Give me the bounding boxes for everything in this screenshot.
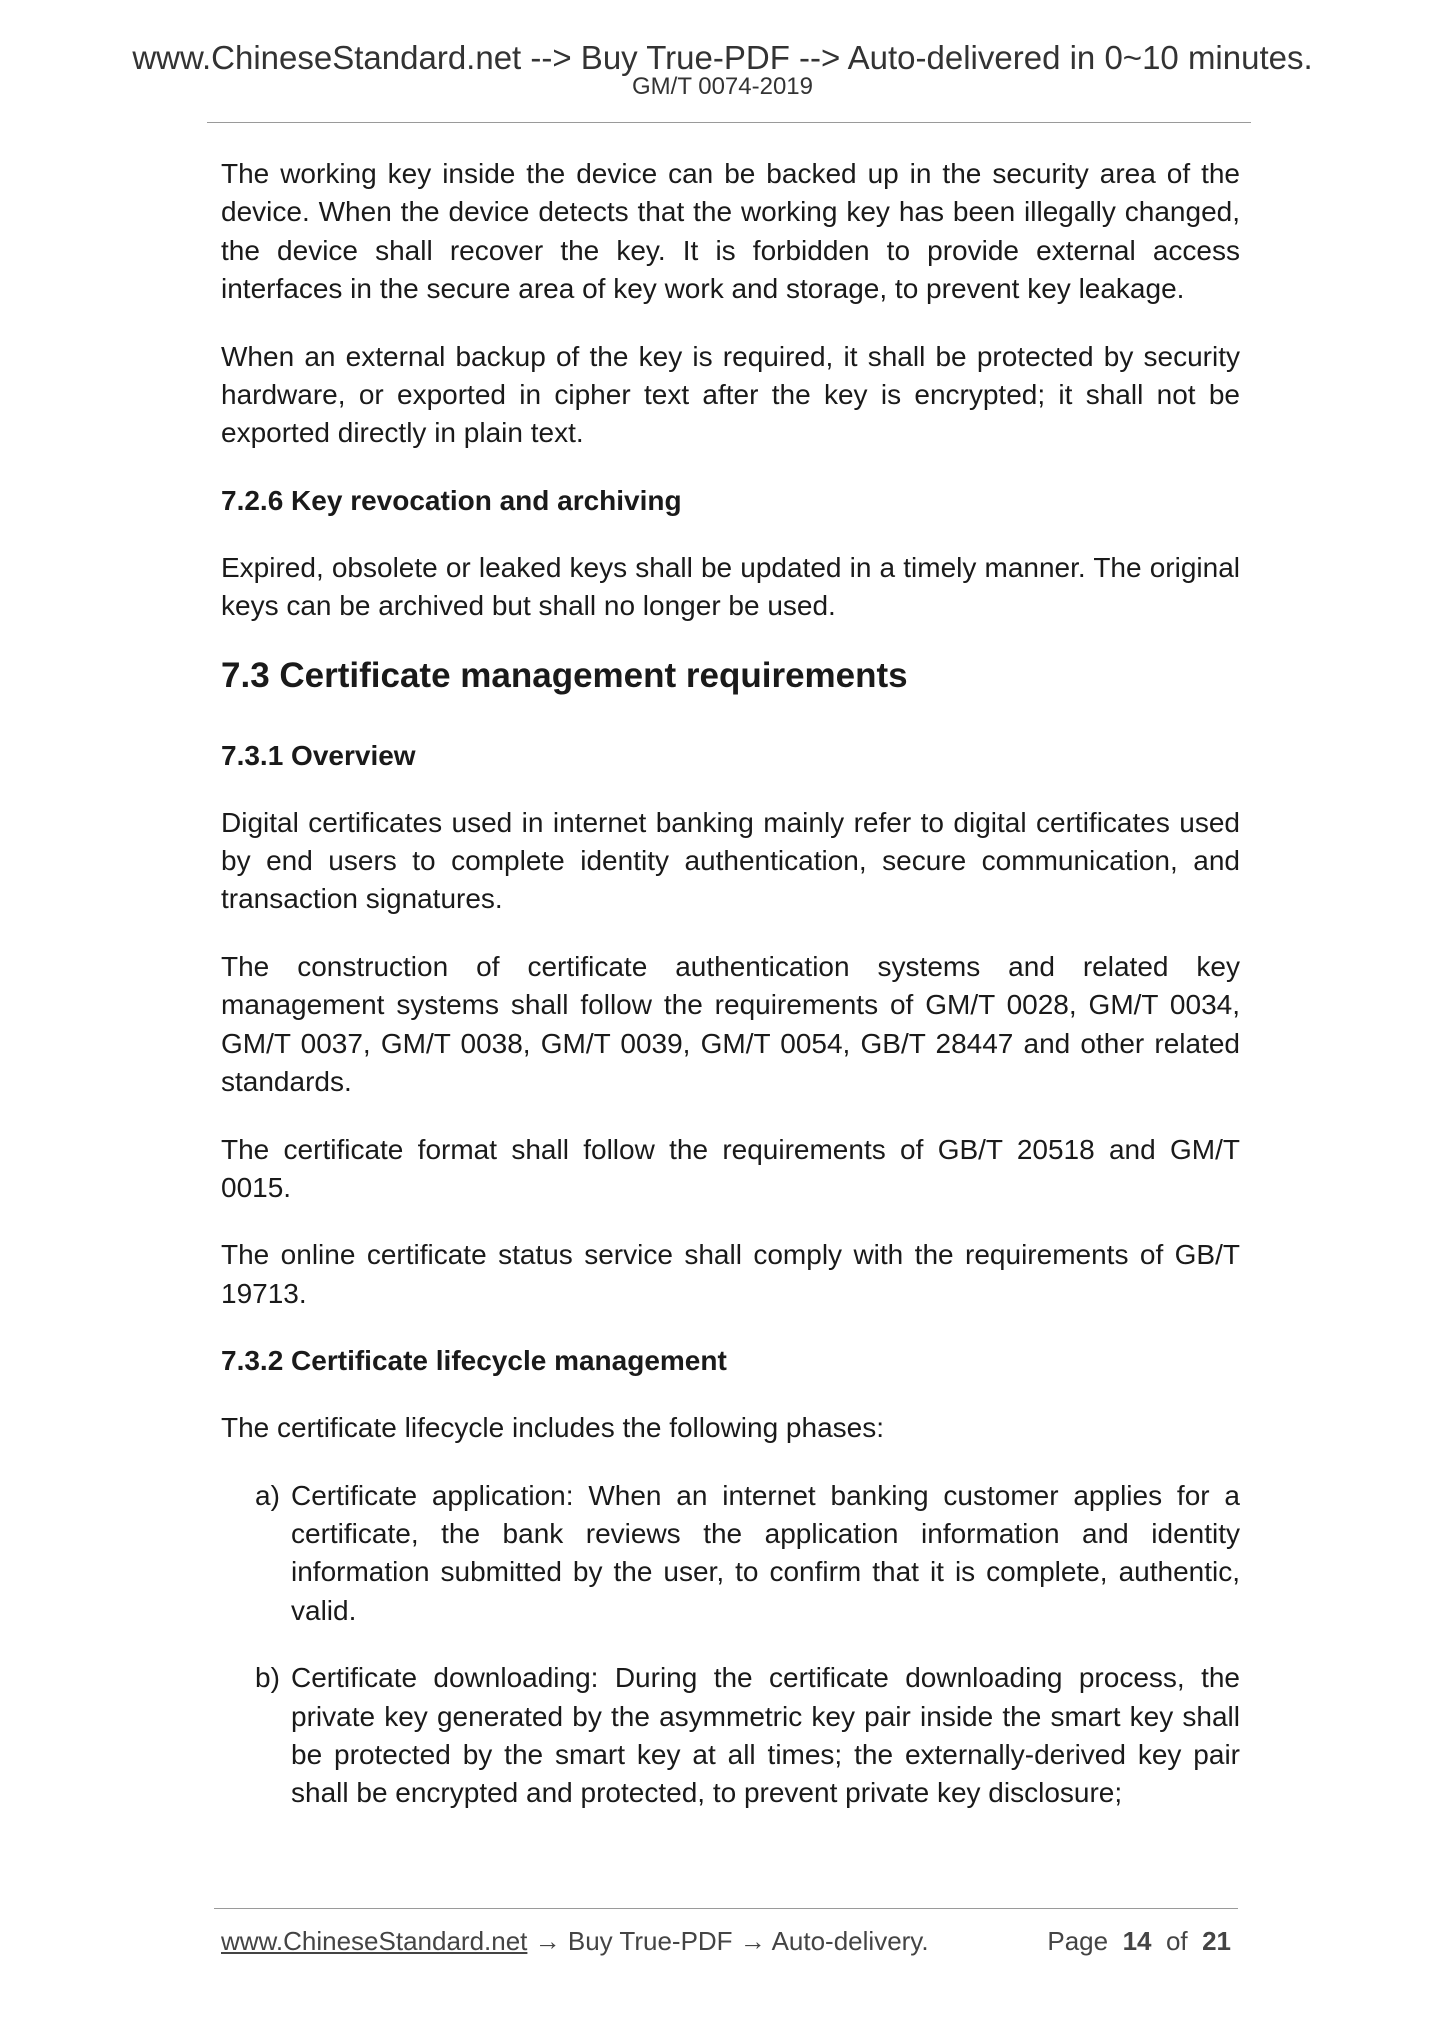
paragraph-key-revocation: Expired, obsolete or leaked keys shall be updated in a timely manner. The original keys can be archived but shall no longer be used. [221, 551, 1240, 622]
list-marker: a) [255, 1479, 280, 1511]
total-pages: 21 [1202, 1926, 1231, 1956]
page-label: Page [1047, 1926, 1109, 1956]
list-marker: b) [255, 1662, 280, 1694]
paragraph-working-key-backup: The working key inside the device can be backed up in the security area of the device. When the device detects that the working key has been illegally changed, the device shall recover the key. It is forbidden to provide external access interfaces in the secure area of key work and storage, to prevent key leakage. [221, 158, 1240, 305]
list-item-text: Certificate downloading: During the certificate downloading process, the private key generated by the asymmetric key pair inside the smart key shall be protected by the smart key at all times; the externally-derived key pair shall be encrypted and protected, to prevent private key disclosure; [291, 1662, 1240, 1809]
page-content [221, 155, 1240, 1842]
footer-tagline: → Buy True-PDF → Auto-delivery. [527, 1926, 929, 1956]
paragraph-digital-certificates: Digital certificates used in internet banking mainly refer to digital certificates used by end users to complete identity authentication, secure communication, and transaction signatures. [221, 806, 1240, 915]
paragraph-online-status-service: The online certificate status service shall comply with the requirements of GB/T 19713. [221, 1239, 1240, 1309]
heading-7-3-1: 7.3.1 Overview [221, 739, 416, 771]
footer-divider [214, 1908, 1238, 1909]
page-indicator [1047, 1926, 1231, 1956]
footer-left [221, 1926, 929, 1956]
page-number: 14 [1122, 1926, 1152, 1956]
list-item-text: Certificate application: When an internet banking customer applies for a certificate, the bank reviews the application information and identity information submitted by the user, to confirm that it is complete, authentic, valid. [291, 1479, 1240, 1626]
of-label: of [1165, 1926, 1188, 1956]
paragraph-construction-standards: The construction of certificate authentication systems and related key management systems shall follow the requirements of GM/T 0028, GM/T 0034, GM/T 0037, GM/T 0038, GM/T 0039, GM/T 0054, GB/T 28447 and other related standards. [221, 950, 1240, 1098]
list-item [255, 1477, 1240, 1631]
heading-7-3-2: 7.3.2 Certificate lifecycle management [221, 1345, 727, 1377]
footer-site-link[interactable]: www.ChineseStandard.net [221, 1926, 528, 1956]
paragraph-lifecycle-intro: The certificate lifecycle includes the following phases: [221, 1412, 885, 1444]
heading-7-2-6: 7.2.6 Key revocation and archiving [221, 484, 682, 516]
heading-7-3: 7.3 Certificate management requirements [221, 655, 908, 695]
paragraph-certificate-format: The certificate format shall follow the requirements of GB/T 20518 and GM/T 0015. [221, 1133, 1240, 1203]
top-banner[interactable]: www.ChineseStandard.net --> Buy True-PDF --> Auto-delivered in 0~10 minutes. [132, 39, 1313, 76]
document-code: GM/T 0074-2019 [632, 73, 813, 100]
list-item [255, 1659, 1240, 1813]
header-divider [207, 122, 1251, 123]
paragraph-external-backup: When an external backup of the key is required, it shall be protected by security hardware, or exported in cipher text after the key is encrypted; it shall not be exported directly in plain text. [221, 340, 1240, 449]
